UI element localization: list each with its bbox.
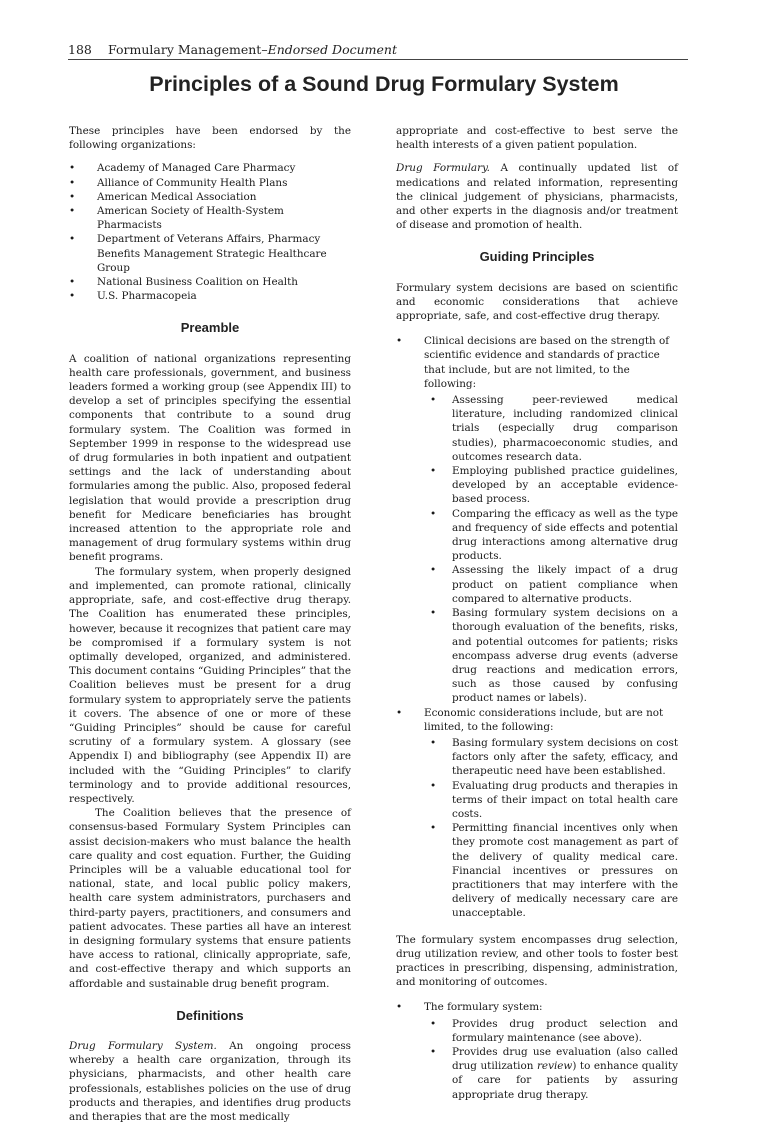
page-number: 188 [68,42,92,57]
guiding-principles-heading: Guiding Principles [479,249,595,265]
list-item: • U.S. Pharmacopeia [69,289,351,303]
definition-paragraph [69,1039,351,1124]
preamble-paragraph: The Coalition believes that the presence of consensus-based Formulary System Principles can assist decision-makers who must balance the health care quality and cost equation. Further, the Guiding Principles will be a valuable educational tool for national, state, and local public policy makers, health care system administrators, purchasers and third-party payers, practitioners, and consumers and patient advocates. These parties all have an interest in designing formulary systems that ensure patients have access to rational, clinically appropriate, safe, and cost-effective therapy and which supports an affordable and sustainable drug benefit program. [69,807,351,990]
system-intro: The formulary system: [424,1001,543,1014]
principles-list [396,334,678,920]
item-text: Provides drug use evaluation (also called drug utilization [452,1045,678,1073]
list-item: • American Society of Health-System Pharmacists [69,204,351,232]
definition-text: A continually updated list of medications and related information, representing the clinical judgement of physicians, pharmacists, and other experts in the diagnosis and/or treatment of disease and promotion of health. [396,162,678,232]
preamble-heading: Preamble [180,320,240,336]
definition-text: An ongoing process whereby a health care organization, through its physicians, pharmacists, and other health care professionals, establishes policies on the use of drug products and therapies, and identifies drug products and therapies that are the most medically [69,1039,352,1123]
list-item: • Permitting financial incentives only when they promote cost management as part of the delivery of quality medical care. Financial incentives or pressures on practitioners that may interfere with the delivery of medically necessary care are unacceptable. [424,821,678,920]
list-item: • Assessing peer-reviewed medical literature, including randomized clinical trials (especially drug comparison studies), pharmacoeconomic studies, and outcomes research data. [424,393,678,464]
definition-continuation: appropriate and cost-effective to best serve the health interests of a given patient population. [396,125,678,152]
preamble-paragraph: The formulary system, when properly designed and implemented, can promote rational, clinically appropriate, safe, and cost-effective drug therapy. The Coalition has enumerated these principles, however, because it recognizes that patient care may be compromised if a formulary system is not optimally developed, organized, and administered. This document contains “Guiding Principles” that the Coalition believes must be present for a drug formulary system to appropriately serve the patients it covers. The absence of one or more of these “Guiding Principles” should be cause for careful scrutiny of a formulary system. A glossary (see Appendix I) and bibliography (see Appendix II) are included with the “Guiding Principles” to clarify terminology and to provide additional resources, respectively. [69,565,351,805]
list-item: • Basing formulary system decisions on cost factors only after the safety, efficacy, and therapeutic need have been established. [424,736,678,779]
endorsement-intro: These principles have been endorsed by the following organizations: [69,125,351,152]
right-column [396,124,678,1102]
encompasses-paragraph: The formulary system encompasses drug selection, drug utilization review, and other tools to foster best practices in prescribing, dispensing, administration, and monitoring of outcomes. [396,933,678,989]
clinical-considerations: Clinical decisions are based on the strength of scientific evidence and standards of practice that include, but are not limited, to the following: [424,335,670,390]
running-title: Formulary Management– [108,42,268,57]
list-item [396,706,678,921]
list-item [424,1045,678,1102]
economic-considerations: Economic considerations include, but are not limited, to the following: [424,706,664,733]
list-item: • Academy of Managed Care Pharmacy [69,161,351,175]
item-text: ) to enhance quality of care for patients by assuring appropriate drug therapy. [452,1060,678,1101]
guiding-intro: Formulary system decisions are based on scientific and economic considerations that achieve appropriate, safe, and cost-effective drug therapy. [396,281,678,323]
economic-sublist [424,736,678,921]
list-item: • Assessing the likely impact of a drug product on patient compliance when compared to alternative products. [424,563,678,606]
system-list [396,1000,678,1101]
list-item: • Comparing the efficacy as well as the type and frequency of side effects and potential drug interactions among alternative drug products. [424,507,678,564]
list-item: • Employing published practice guidelines, developed by an acceptable evidence-based process. [424,464,678,507]
list-item: • National Business Coalition on Health [69,275,351,289]
system-sublist [424,1017,678,1102]
clinical-sublist [424,393,678,705]
list-item: • Provides drug product selection and formulary maintenance (see above). [424,1017,678,1045]
page-title: Principles of a Sound Drug Formulary System [149,72,619,96]
item-italic: review [536,1060,573,1073]
definition-term: Drug Formulary. [396,162,490,175]
left-column [69,124,351,1124]
preamble-paragraph: A coalition of national organizations representing health care professionals, government, and business leaders formed a working group (see Appendix III) to develop a set of principles specifying the essential components that contribute to a sound drug formulary system. The Coalition was formed in September 1999 in response to the widespread use of drug formularies in both inpatient and outpatient settings and the lack of understanding about formularies among the public. Also, proposed federal legislation that would provide a prescription drug benefit for Medicare beneficiaries has brought increased attention to the appropriate role and management of drug formulary systems within drug benefit programs. [69,352,351,564]
list-item [396,334,678,705]
definition-term: Drug Formulary System. [69,1039,217,1052]
definition-paragraph [396,161,678,232]
definitions-heading: Definitions [176,1007,244,1023]
list-item: • Department of Veterans Affairs, Pharmacy Benefits Management Strategic Healthcare Group [69,232,351,275]
list-item [396,1000,678,1101]
organization-list [69,161,351,303]
list-item: • Evaluating drug products and therapies in terms of their impact on total health care costs. [424,779,678,822]
list-item: • American Medical Association [69,190,351,204]
list-item: • Basing formulary system decisions on a thorough evaluation of the benefits, risks, and potential outcomes for patients; risks encompass adverse drug events (adverse drug reactions and medication errors, such as those caused by confusing product names or labels). [424,606,678,705]
header-rule [68,59,688,60]
running-title-italic: Endorsed Document [267,42,397,57]
list-item: • Alliance of Community Health Plans [69,176,351,190]
running-header [68,42,688,57]
